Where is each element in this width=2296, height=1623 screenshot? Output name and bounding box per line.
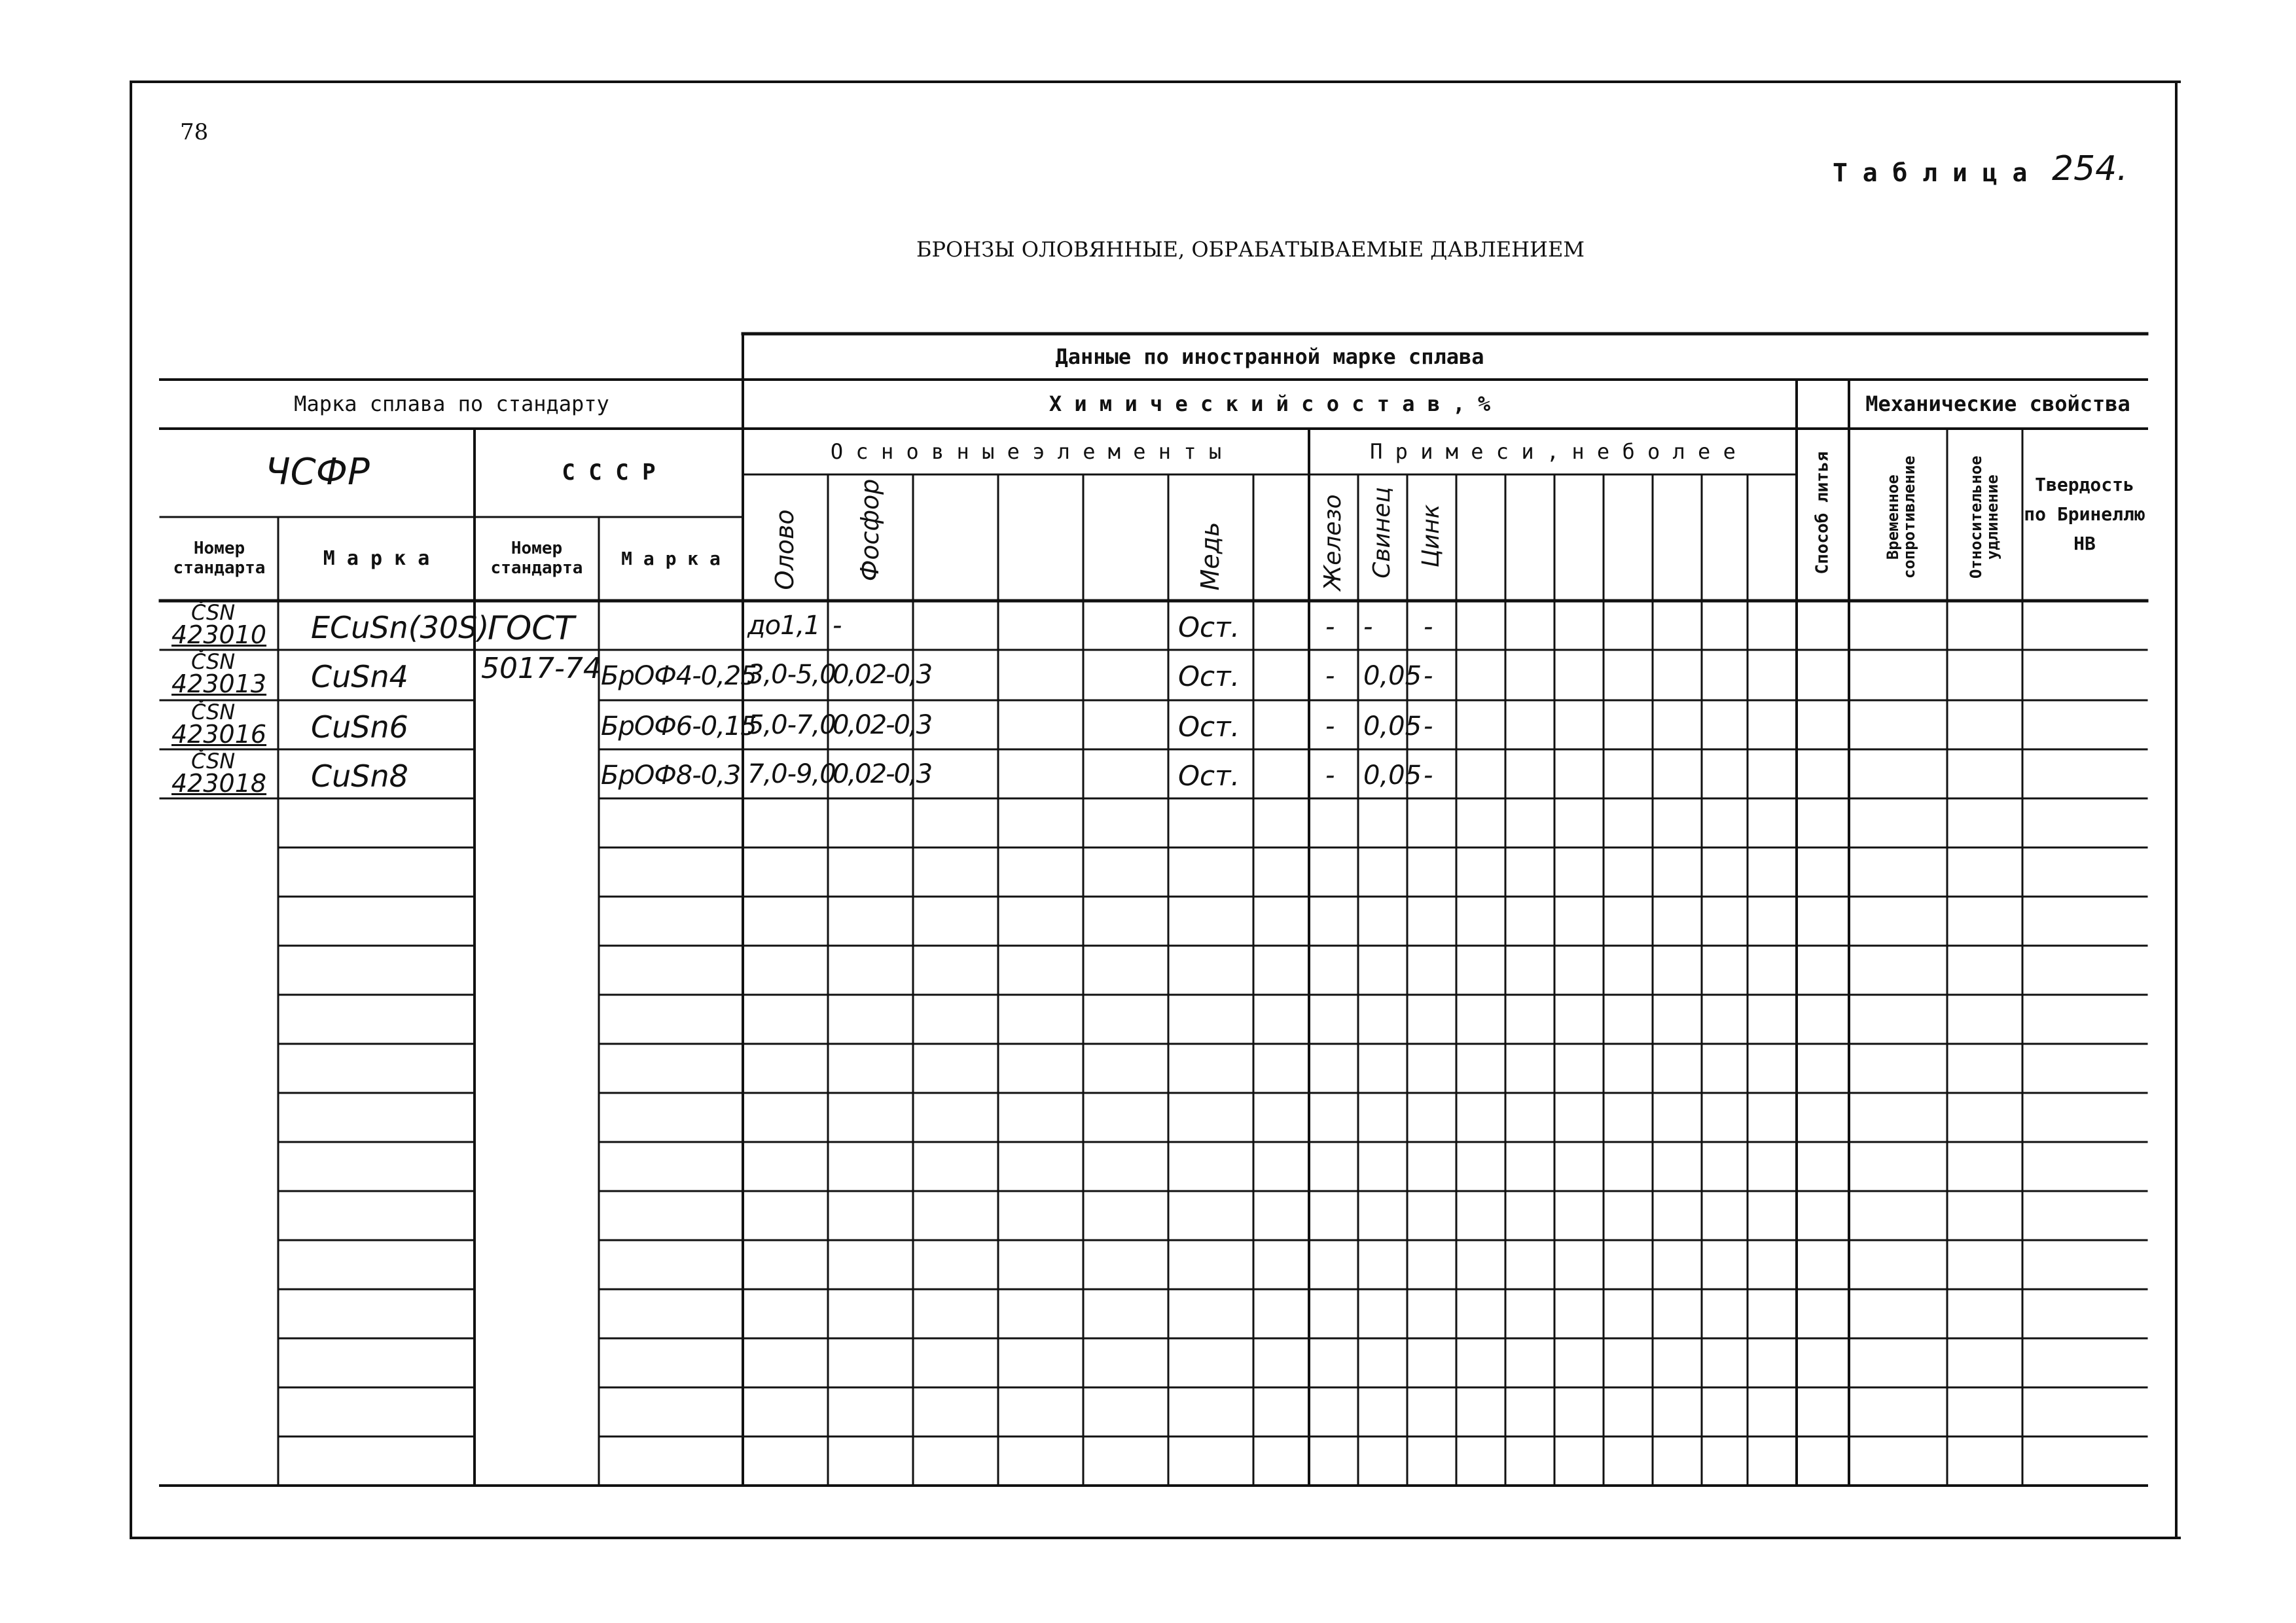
ussr-standard-line1: ГОСТ (488, 609, 575, 647)
row-grade: CuSn4 (311, 659, 408, 694)
row-zinc: - (1424, 661, 1433, 691)
header-ussr-standard-no (475, 517, 599, 601)
row-iron: - (1325, 612, 1335, 642)
row-iron: - (1325, 760, 1335, 791)
row-lead: 0,05 (1363, 661, 1422, 691)
row-grade: ECuSn(30S) (311, 610, 490, 645)
row-standard-top: ČSN (191, 700, 236, 724)
header-impurities (1309, 429, 1797, 474)
header-elongation-text: Относительное удлинение (1966, 455, 2001, 579)
row-tin: 7,0-9,0 (747, 759, 836, 789)
header-tensile (1885, 435, 1918, 599)
row-phosphorus: 0,02-0,3 (833, 710, 932, 740)
page-number: 78 (180, 119, 209, 145)
table-label: Т а б л и ц а (1833, 158, 2028, 187)
header-alloy-by-standard-text: Марка сплава по стандарту (294, 391, 609, 417)
header-chemical (743, 380, 1797, 429)
header-phosphorus: Фосфор (855, 478, 885, 582)
header-mechanical (1849, 380, 2147, 429)
header-grade-text: М а р к а (323, 546, 430, 570)
row-copper: Ост. (1178, 660, 1240, 692)
row-tin: до1,1 (747, 611, 820, 641)
header-tin: Олово (770, 509, 800, 590)
row-copper: Ост. (1178, 711, 1240, 743)
header-hardness (2022, 429, 2147, 601)
row-ussr-grade: БрОФ8-0,3 (601, 760, 741, 791)
header-elongation (1968, 435, 2001, 599)
row-lead: 0,05 (1363, 711, 1422, 741)
row-iron: - (1325, 711, 1335, 741)
header-ussr-grade (599, 517, 743, 601)
header-standard-no (160, 517, 278, 601)
row-copper: Ост. (1178, 760, 1240, 792)
header-hardness-text: Твердость по Бринеллю НВ (2024, 474, 2145, 554)
row-standard-number: 423010 (171, 620, 267, 649)
header-csfr-text: ЧСФР (265, 451, 370, 494)
table-number: 254. (2052, 149, 2128, 188)
header-tensile-text: Временное сопротивление (1883, 455, 1918, 579)
row-copper: Ост. (1178, 611, 1240, 643)
header-foreign-data-text: Данные по иностранной марке сплава (1055, 344, 1484, 369)
ussr-standard-line2: 5017-74 (481, 652, 601, 685)
header-ussr-text: С С С Р (562, 459, 656, 486)
row-grade: CuSn8 (311, 758, 408, 794)
row-phosphorus: 0,02-0,3 (833, 759, 932, 789)
row-grade: CuSn6 (311, 709, 408, 745)
row-lead: - (1363, 612, 1373, 642)
header-ussr (475, 429, 743, 517)
row-tin: 5,0-7,0 (747, 710, 836, 740)
header-main-elements-text: О с н о в н ы е э л е м е н т ы (830, 438, 1222, 464)
row-phosphorus: 0,02-0,3 (833, 660, 932, 690)
header-main-elements (743, 429, 1309, 474)
header-impurities-text: П р и м е с и , н е б о л е е (1370, 438, 1736, 464)
header-ussr-grade-text: М а р к а (621, 547, 721, 569)
row-iron: - (1325, 661, 1335, 691)
row-standard-top: ČSN (191, 600, 236, 625)
header-alloy-by-standard (160, 380, 743, 429)
header-iron: Железо (1319, 494, 1347, 591)
header-ussr-standard-no-text: Номер стандарта (490, 539, 583, 578)
page-title: БРОНЗЫ ОЛОВЯННЫЕ, ОБРАБАТЫВАЕМЫЕ ДАВЛЕНИЕМ (916, 237, 1585, 262)
row-standard-number: 423018 (171, 769, 267, 798)
row-zinc: - (1424, 612, 1433, 642)
header-grade (278, 517, 475, 601)
row-zinc: - (1424, 760, 1433, 791)
row-standard-number: 423016 (171, 720, 267, 749)
row-tin: 3,0-5,0 (747, 660, 836, 690)
row-ussr-grade: БрОФ4-0,25 (601, 661, 757, 691)
header-chemical-text: Х и м и ч е с к и й с о с т а в , % (1049, 391, 1491, 417)
row-lead: 0,05 (1363, 760, 1422, 791)
row-standard-top: ČSN (191, 649, 236, 674)
row-standard-top: ČSN (191, 749, 236, 774)
header-mechanical-text: Механические свойства (1865, 391, 2130, 417)
row-ussr-grade: БрОФ6-0,15 (601, 711, 757, 741)
header-standard-no-text: Номер стандарта (173, 539, 266, 578)
row-standard-number: 423013 (171, 669, 267, 698)
header-casting: Способ литья (1812, 451, 1833, 575)
header-lead: Свинец (1369, 486, 1396, 579)
header-foreign-data (743, 334, 1797, 380)
header-csfr (160, 429, 475, 517)
row-zinc: - (1424, 711, 1433, 741)
row-phosphorus: - (833, 611, 841, 641)
header-zinc: Цинк (1418, 504, 1445, 568)
header-copper: Медь (1196, 522, 1225, 591)
